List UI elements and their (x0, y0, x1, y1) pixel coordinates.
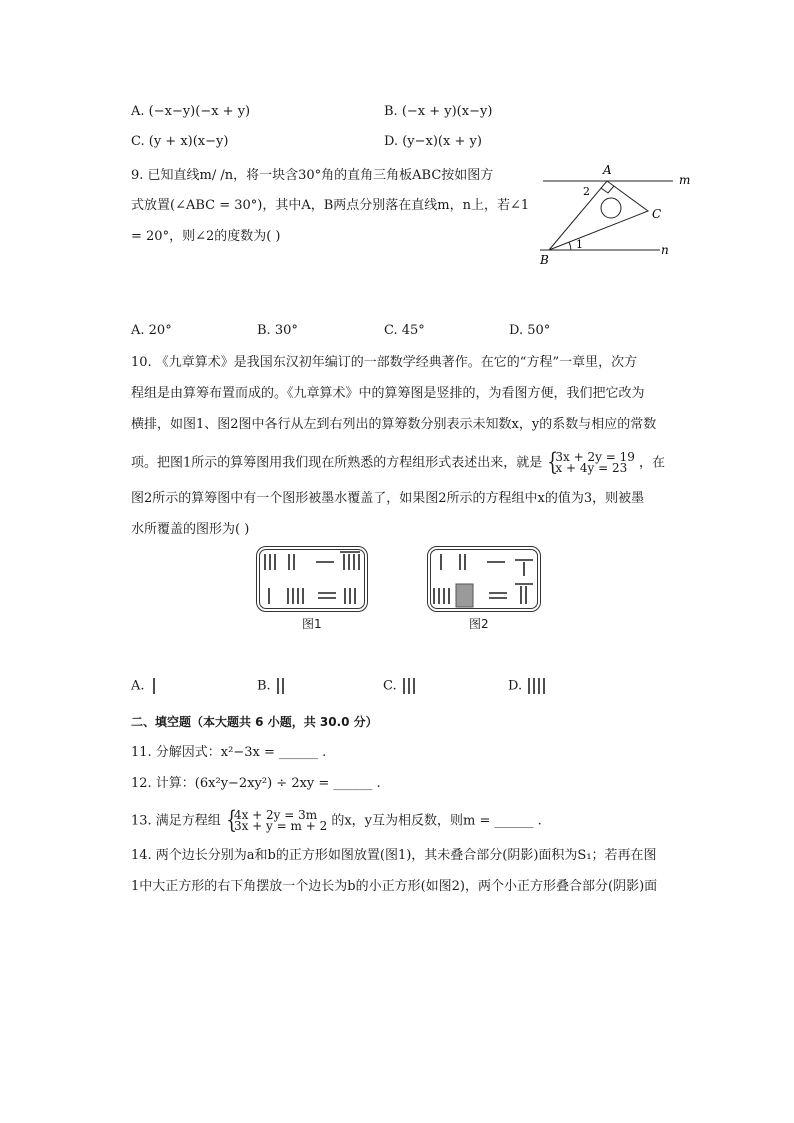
section-heading-fill-blank: 二、填空题（本大题共 6 小题，共 30.0 分） (131, 715, 378, 729)
q14-text-line1: 14. 两个边长分别为a和b的正方形如图放置(图1)，其未叠合部分(阴影)面积为S₁；若再在图 (131, 848, 657, 863)
q8-option-c: C. (y + x)(x−y) (131, 134, 229, 149)
triangle-abc (549, 181, 648, 250)
q10-option-a (131, 676, 159, 696)
triangle-hole (601, 198, 621, 218)
q10-equation-system (546, 452, 634, 474)
q14-text-line2: 1中大正方形的右下角摆放一个边长为b的小正方形(如图2)，两个小正方形叠合部分(阴影)面 (131, 879, 658, 894)
q10-option-d (508, 676, 548, 696)
q13-equation-system (225, 810, 327, 832)
q10-text-line1: 10. 《九章算术》是我国东汉初年编订的一部数学经典著作。在它的“方程”一章里，次方 (131, 355, 638, 370)
q10-figure1-caption: 图1 (302, 617, 322, 631)
q10-option-b-label: B. (257, 678, 271, 694)
q8-option-a: A. (−x−y)(−x + y) (131, 104, 251, 119)
q13-eq2: 3x + y = m + 2 (233, 819, 328, 833)
rod-one-icon (149, 676, 159, 696)
label-m: m (679, 173, 691, 187)
q9-text-line2: 式放置(∠ABC = 30°)，其中A，B两点分别落在直线m，n上，若∠1 (131, 198, 530, 213)
q11-text: 11. 分解因式：x²−3x = ______ . (131, 745, 327, 760)
label-c: C (652, 207, 662, 221)
q13-eq1: { 4x + 2y = 3m (233, 808, 318, 822)
rod-three-icon (401, 676, 417, 696)
q8-option-d: D. (y−x)(x + y) (384, 134, 482, 149)
right-angle-mark (601, 186, 614, 193)
q10-line4-post: ，在 (639, 455, 666, 471)
q10-text-line5: 图2所示的算筹图中有一个图形被墨水覆盖了，如果图2所示的方程组中x的值为3，则被墨 (131, 491, 645, 506)
q9-option-a: A. 20° (131, 323, 172, 338)
label-a: A (603, 163, 612, 177)
ink-covered-box (456, 584, 473, 607)
q10-figure2-caption: 图2 (469, 617, 489, 631)
q10-figure1-rods (256, 546, 368, 612)
rod-two-icon (275, 676, 287, 696)
q10-figure2-rods (427, 546, 541, 612)
q10-option-a-label: A. (131, 678, 145, 694)
q9-option-b: B. 30° (257, 323, 298, 338)
q10-text-line3: 横排，如图1、图2图中各行从左到右列出的算筹数分别表示未知数x，y的系数与相应的常数 (131, 417, 657, 432)
angle1-arc (569, 242, 571, 250)
q10-text-line6: 水所覆盖的图形为( ) (131, 522, 250, 537)
label-angle2: 2 (583, 185, 590, 198)
label-b: B (540, 253, 549, 267)
q10-option-d-label: D. (508, 678, 523, 694)
q12-text: 12. 计算：(6x²y−2xy²) ÷ 2xy = ______ . (131, 776, 381, 791)
q10-eq2: x + 4y = 23 (555, 461, 628, 475)
q9-text-line3: = 20°，则∠2的度数为( ) (131, 229, 281, 244)
q10-text-line4 (131, 452, 665, 474)
q10-option-c-label: C. (383, 678, 397, 694)
q9-triangle-figure (535, 160, 700, 270)
rod-four-icon (526, 676, 548, 696)
q9-option-d: D. 50° (509, 323, 551, 338)
q10-option-b (257, 676, 287, 696)
q13-post: 的x，y互为相反数，则m = ______ . (331, 813, 542, 829)
q9-option-c: C. 45° (384, 323, 425, 338)
q10-option-c (383, 676, 417, 696)
q9-text-line1: 9. 已知直线m/ /n，将一块含30°角的直角三角板ABC按如图方 (131, 168, 494, 183)
q13-text (131, 810, 542, 832)
q13-pre: 13. 满足方程组 (131, 813, 221, 829)
label-n: n (661, 243, 669, 257)
q10-eq1: { 3x + 2y = 19 (555, 450, 635, 464)
q8-option-b: B. (−x + y)(x−y) (384, 104, 493, 119)
q10-line4-pre: 项。把图1所示的算筹图用我们现在所熟悉的方程组形式表述出来，就是 (131, 455, 543, 471)
q10-text-line2: 程组是由算筹布置而成的。《九章算术》中的算筹图是竖排的，为看图方便，我们把它改为 (131, 386, 645, 401)
label-angle1: 1 (576, 238, 583, 251)
